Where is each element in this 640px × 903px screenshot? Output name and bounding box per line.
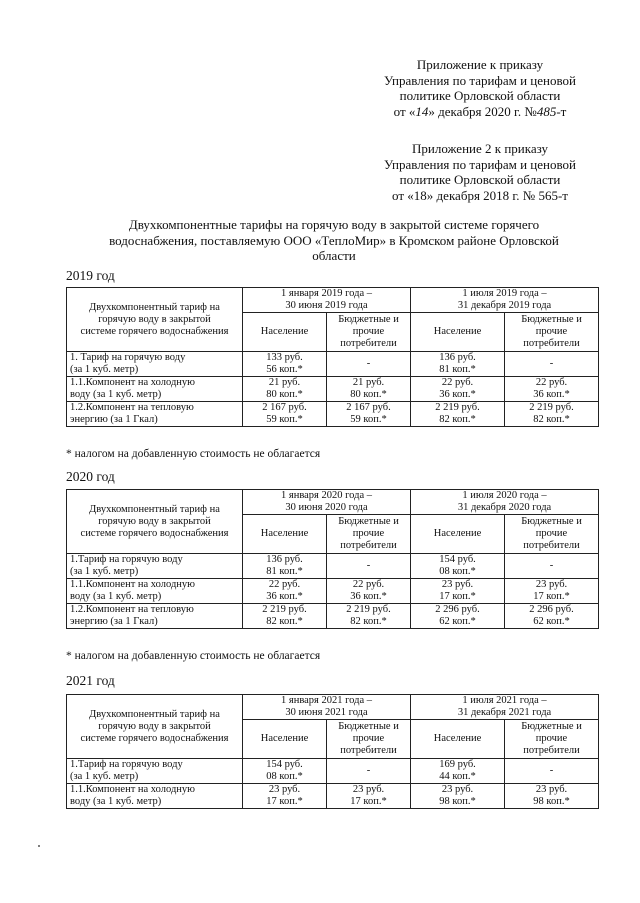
year-heading: 2021 год xyxy=(66,673,115,688)
cell-line: 56 коп.* xyxy=(266,364,303,375)
cell-line: 22 руб. xyxy=(535,377,568,388)
cell-line: 22 руб. xyxy=(352,579,385,590)
cell-line: 136 руб. xyxy=(266,554,303,565)
tariff-header-label xyxy=(67,288,243,352)
period-header xyxy=(411,288,599,313)
row-label xyxy=(67,377,243,402)
cell-line: потребители xyxy=(523,540,580,551)
cell-line: 1.Тариф на горячую воду xyxy=(70,554,183,565)
tariff-value xyxy=(243,377,327,402)
table-row xyxy=(67,554,599,579)
row-label xyxy=(67,579,243,604)
cell-line: - xyxy=(366,560,371,571)
row-label xyxy=(67,402,243,427)
cell-line: прочие xyxy=(352,733,385,744)
tariff-value xyxy=(505,377,599,402)
year-heading: 2020 год xyxy=(66,469,115,484)
table-row xyxy=(67,352,599,377)
row-label xyxy=(67,554,243,579)
cell-line: 08 коп.* xyxy=(266,771,303,782)
tariff-table xyxy=(66,287,599,427)
tariff-value xyxy=(327,579,411,604)
cell-line: горячую воду в закрытой xyxy=(98,720,211,732)
cell-line: потребители xyxy=(523,745,580,756)
cell-line: Бюджетные и xyxy=(338,516,399,527)
cell-line: 82 коп.* xyxy=(350,616,387,627)
cell-line: 22 руб. xyxy=(268,579,301,590)
cell-line: 1 июля 2020 года – xyxy=(462,490,547,501)
cell-line: 31 декабря 2021 года xyxy=(457,707,552,718)
column-population: Население xyxy=(411,720,505,759)
document-title xyxy=(60,217,608,264)
tariff-value xyxy=(505,579,599,604)
cell-line: прочие xyxy=(352,528,385,539)
cell-line: - xyxy=(366,765,371,776)
tariff-value xyxy=(411,579,505,604)
cell-line: Двухкомпонентный тариф на xyxy=(89,708,220,720)
cell-line: 2 219 руб. xyxy=(435,402,480,413)
cell-line: 1.Тариф на горячую воду xyxy=(70,759,183,770)
cell-line: 17 коп.* xyxy=(533,591,570,602)
period-header xyxy=(243,490,411,515)
cell-line: 23 руб. xyxy=(352,784,385,795)
row-label xyxy=(67,784,243,809)
column-population: Население xyxy=(243,313,327,352)
cell-line: 2 219 руб. xyxy=(529,402,574,413)
cell-line: 23 руб. xyxy=(535,784,568,795)
header-line: политике Орловской области xyxy=(399,88,561,103)
order-suffix: -т xyxy=(556,103,567,119)
tariff-value xyxy=(505,784,599,809)
cell-line: 2 296 руб. xyxy=(435,604,480,615)
tariff-value xyxy=(327,604,411,629)
cell-line: - xyxy=(549,560,554,571)
cell-line: 30 июня 2019 года xyxy=(285,300,368,311)
cell-line: 30 июня 2021 года xyxy=(285,707,368,718)
cell-line: 62 коп.* xyxy=(533,616,570,627)
header-line: Управления по тарифам и ценовой xyxy=(384,72,576,88)
period-header xyxy=(411,695,599,720)
row-label xyxy=(67,352,243,377)
footnote: * налогом на добавленную стоимость не облагается xyxy=(66,448,321,460)
cell-line: прочие xyxy=(352,326,385,337)
tariff-value xyxy=(327,759,411,784)
tariff-value xyxy=(243,554,327,579)
cell-line: 23 руб. xyxy=(441,579,474,590)
column-population: Население xyxy=(243,515,327,554)
cell-line: - xyxy=(549,765,554,776)
order-date-line xyxy=(360,104,600,120)
cell-line: Бюджетные и xyxy=(521,314,582,325)
cell-line: 81 коп.* xyxy=(439,364,476,375)
cell-line: (за 1 куб. метр) xyxy=(70,566,139,577)
cell-line: 21 руб. xyxy=(268,377,301,388)
cell-line: 80 коп.* xyxy=(266,389,303,400)
cell-line: 133 руб. xyxy=(266,352,303,363)
tariff-table xyxy=(66,694,599,809)
cell-line: Двухкомпонентный тариф на xyxy=(89,301,220,313)
tariff-value xyxy=(505,352,599,377)
cell-line: энергию (за 1 Гкал) xyxy=(70,414,158,425)
tariff-value xyxy=(411,604,505,629)
cell-line: горячую воду в закрытой xyxy=(98,313,211,325)
cell-line: 31 декабря 2019 года xyxy=(457,300,552,311)
cell-line: 59 коп.* xyxy=(266,414,303,425)
date-prefix: от « xyxy=(393,103,416,119)
cell-line: 36 коп.* xyxy=(266,591,303,602)
cell-line: 31 декабря 2020 года xyxy=(457,502,552,513)
cell-line: потребители xyxy=(340,745,397,756)
cell-line: Двухкомпонентный тариф на xyxy=(89,503,220,515)
cell-line: 08 коп.* xyxy=(439,566,476,577)
cell-line: 1.1.Компонент на холодную xyxy=(70,579,196,590)
cell-line: 154 руб. xyxy=(439,554,476,565)
tariff-value xyxy=(411,377,505,402)
footnote: * налогом на добавленную стоимость не облагается xyxy=(66,650,321,662)
cell-line: - xyxy=(549,358,554,369)
cell-line: 30 июня 2020 года xyxy=(285,502,368,513)
tariff-value xyxy=(411,554,505,579)
cell-line: прочие xyxy=(535,326,568,337)
cell-line: Бюджетные и xyxy=(338,314,399,325)
column-budget-consumers xyxy=(505,313,599,352)
cell-line: системе горячего водоснабжения xyxy=(80,325,229,337)
row-label xyxy=(67,604,243,629)
cell-line: 23 руб. xyxy=(535,579,568,590)
table-header-row xyxy=(67,695,599,720)
cell-line: воду (за 1 куб. метр) xyxy=(70,796,162,807)
cell-line: 136 руб. xyxy=(439,352,476,363)
header-line: от «18» декабря 2018 г. № 565-т xyxy=(392,187,568,203)
tariff-value xyxy=(243,579,327,604)
tariff-value xyxy=(327,402,411,427)
cell-line: 82 коп.* xyxy=(439,414,476,425)
cell-line: прочие xyxy=(535,733,568,744)
column-budget-consumers xyxy=(505,515,599,554)
cell-line: 1.1.Компонент на холодную xyxy=(70,377,196,388)
cell-line: 1.2.Компонент на тепловую xyxy=(70,402,194,413)
cell-line: 62 коп.* xyxy=(439,616,476,627)
date-mid: » декабря 2020 г. № xyxy=(428,103,537,119)
cell-line: горячую воду в закрытой xyxy=(98,515,211,527)
cell-line: 2 167 руб. xyxy=(346,402,391,413)
cell-line: Бюджетные и xyxy=(521,721,582,732)
cell-line: воду (за 1 куб. метр) xyxy=(70,389,162,400)
tariff-value xyxy=(243,759,327,784)
period-header xyxy=(243,695,411,720)
period-header xyxy=(243,288,411,313)
column-budget-consumers xyxy=(327,313,411,352)
tariff-value xyxy=(505,402,599,427)
table-header-row xyxy=(67,288,599,313)
cell-line: 98 коп.* xyxy=(533,796,570,807)
cell-line: - xyxy=(366,358,371,369)
title-line: водоснабжения, поставляемую ООО «ТеплоМир» в Кромском районе Орловской xyxy=(109,232,559,248)
cell-line: Бюджетные и xyxy=(338,721,399,732)
tariff-value xyxy=(505,604,599,629)
tariff-value xyxy=(505,759,599,784)
cell-line: 1.2.Компонент на тепловую xyxy=(70,604,194,615)
tariff-value xyxy=(243,402,327,427)
cell-line: 23 руб. xyxy=(268,784,301,795)
cell-line: 36 коп.* xyxy=(350,591,387,602)
tariff-value xyxy=(243,352,327,377)
header-line: Управления по тарифам и ценовой xyxy=(384,156,576,172)
table-header-row xyxy=(67,490,599,515)
tariff-value xyxy=(327,784,411,809)
cell-line: 1. Тариф на горячую воду xyxy=(70,352,186,363)
cell-line: 22 руб. xyxy=(441,377,474,388)
tariff-value xyxy=(327,554,411,579)
table-row xyxy=(67,604,599,629)
cell-line: 21 руб. xyxy=(352,377,385,388)
cell-line: 1 января 2019 года – xyxy=(281,288,373,299)
cell-line: 1 января 2020 года – xyxy=(281,490,373,501)
cell-line: 36 коп.* xyxy=(533,389,570,400)
table-row xyxy=(67,759,599,784)
cell-line: 169 руб. xyxy=(439,759,476,770)
column-budget-consumers xyxy=(327,720,411,759)
cell-line: системе горячего водоснабжения xyxy=(80,527,229,539)
cell-line: воду (за 1 куб. метр) xyxy=(70,591,162,602)
column-budget-consumers xyxy=(327,515,411,554)
cell-line: 98 коп.* xyxy=(439,796,476,807)
cell-line: 17 коп.* xyxy=(439,591,476,602)
cell-line: 17 коп.* xyxy=(266,796,303,807)
column-population: Население xyxy=(411,515,505,554)
tariff-value xyxy=(411,759,505,784)
cell-line: потребители xyxy=(340,540,397,551)
table-row xyxy=(67,784,599,809)
tariff-value xyxy=(243,604,327,629)
tariff-value xyxy=(327,352,411,377)
cell-line: 81 коп.* xyxy=(266,566,303,577)
year-heading: 2019 год xyxy=(66,268,115,283)
title-line: Двухкомпонентные тарифы на горячую воду в закрытой системе горячего xyxy=(128,217,540,232)
cell-line: 2 296 руб. xyxy=(529,604,574,615)
tariff-value xyxy=(411,402,505,427)
tariff-header-label xyxy=(67,695,243,759)
cell-line: 59 коп.* xyxy=(350,414,387,425)
cell-line: 23 руб. xyxy=(441,784,474,795)
cell-line: Бюджетные и xyxy=(521,516,582,527)
tariff-value xyxy=(411,352,505,377)
cell-line: (за 1 куб. метр) xyxy=(70,364,139,375)
title-line: области xyxy=(312,248,356,263)
cell-line: 44 коп.* xyxy=(439,771,476,782)
cell-line: 36 коп.* xyxy=(439,389,476,400)
cell-line: 1 июля 2019 года – xyxy=(462,288,547,299)
appendix-header-current xyxy=(360,57,600,119)
table-row xyxy=(67,402,599,427)
tariff-value xyxy=(327,377,411,402)
cell-line: 82 коп.* xyxy=(266,616,303,627)
cell-line: прочие xyxy=(535,528,568,539)
scan-speck xyxy=(38,845,40,847)
cell-line: системе горячего водоснабжения xyxy=(80,732,229,744)
cell-line: 1 июля 2021 года – xyxy=(462,695,547,706)
cell-line: 80 коп.* xyxy=(350,389,387,400)
cell-line: 82 коп.* xyxy=(533,414,570,425)
tariff-table xyxy=(66,489,599,629)
tariff-value xyxy=(243,784,327,809)
tariff-value xyxy=(411,784,505,809)
cell-line: (за 1 куб. метр) xyxy=(70,771,139,782)
cell-line: 154 руб. xyxy=(266,759,303,770)
cell-line: энергию (за 1 Гкал) xyxy=(70,616,158,627)
table-row xyxy=(67,377,599,402)
cell-line: 17 коп.* xyxy=(350,796,387,807)
period-header xyxy=(411,490,599,515)
cell-line: 2 219 руб. xyxy=(262,604,307,615)
cell-line: потребители xyxy=(523,338,580,349)
tariff-value xyxy=(505,554,599,579)
cell-line: 1 января 2021 года – xyxy=(281,695,373,706)
cell-line: 2 167 руб. xyxy=(262,402,307,413)
tariff-header-label xyxy=(67,490,243,554)
header-line: Приложение 2 к приказу xyxy=(411,141,548,156)
column-budget-consumers xyxy=(505,720,599,759)
column-population: Население xyxy=(243,720,327,759)
header-line: Приложение к приказу xyxy=(416,57,544,72)
handwritten-day: 14 xyxy=(415,103,429,119)
row-label xyxy=(67,759,243,784)
column-population: Население xyxy=(411,313,505,352)
table-row xyxy=(67,579,599,604)
cell-line: потребители xyxy=(340,338,397,349)
header-line: политике Орловской области xyxy=(399,172,561,187)
handwritten-order-number: 485 xyxy=(536,103,557,119)
appendix-header-previous xyxy=(360,141,600,203)
cell-line: 2 219 руб. xyxy=(346,604,391,615)
cell-line: 1.1.Компонент на холодную xyxy=(70,784,196,795)
